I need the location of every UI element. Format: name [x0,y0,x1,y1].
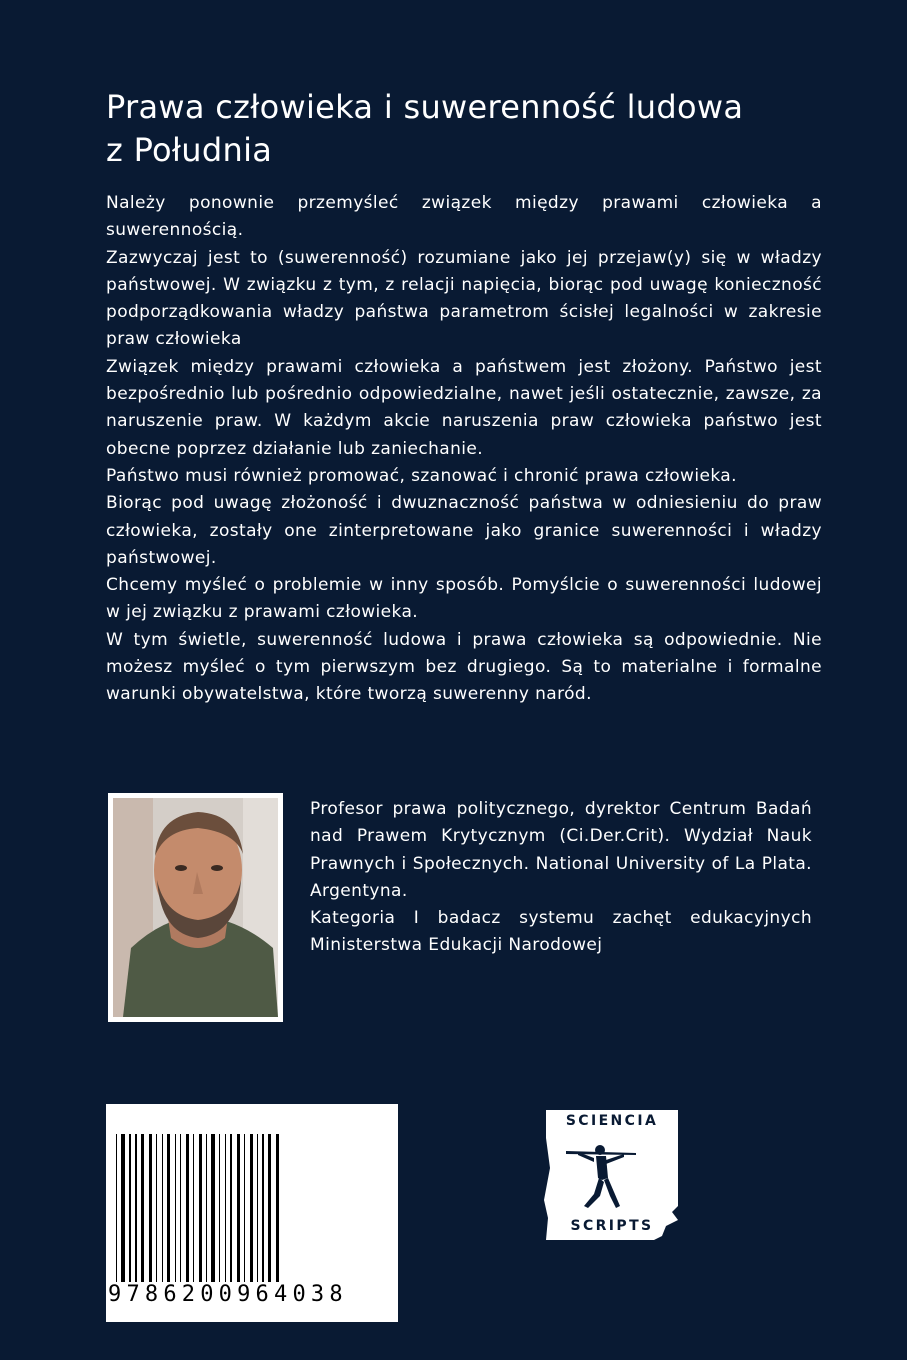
author-bio-paragraph: Kategoria I badacz systemu zachęt edukacyjnych Ministerstwa Edukacji Narodowej [310,908,812,956]
barcode-bar [193,1134,194,1282]
author-bio [310,796,812,960]
book-title-line-1: Prawa człowieka i suwerenność ludowa [106,88,744,126]
barcode-bar [156,1134,157,1282]
isbn-number: 9786200964038 [108,1282,348,1307]
barcode-bar [268,1134,271,1282]
barcode-bar [129,1134,131,1282]
barcode-bar [276,1134,279,1282]
barcode-bar [149,1134,152,1282]
barcode-bar [175,1134,176,1282]
barcode-bar [180,1134,181,1282]
description-paragraph: Chcemy myśleć o problemie w inny sposób. Pomyślcie o suwerenności ludowej w jej związku z prawami człowieka. [106,575,822,623]
barcode-bar [167,1134,170,1282]
barcode-bar [244,1134,245,1282]
description-paragraph: Państwo musi również promować, szanować i chronić prawa człowieka. [106,465,737,486]
book-description [106,190,822,709]
barcode-bar [257,1134,258,1282]
barcode-bar [219,1134,220,1282]
barcode-bar [135,1134,137,1282]
description-paragraph: Biorąc pod uwagę złożoność i dwuznaczność państwa w odniesieniu do praw człowieka, zostały one zinterpretowane jako granice suwerenności i władzy państwowej. [106,493,822,568]
barcode-bar [186,1134,189,1282]
author-photo [113,798,278,1017]
publisher-name-top: SCIENCIA [565,1113,659,1129]
barcode-bar [225,1134,226,1282]
barcode-bar [141,1134,144,1282]
barcode-bars [114,1134,392,1284]
author-photo-frame [108,793,283,1022]
barcode-bar [230,1134,232,1282]
barcode-bar [199,1134,202,1282]
barcode-bar [211,1134,215,1282]
barcode-bar [116,1134,117,1282]
barcode-bar [206,1134,207,1282]
author-portrait-image [113,798,278,1017]
barcode-bar [262,1134,264,1282]
barcode-bar [121,1134,125,1282]
description-paragraph: W tym świetle, suwerenność ludowa i prawa człowieka są odpowiednie. Nie możesz myśleć o tym pierwszym bez drugiego. Są to materialne i formalne warunki obywatelstwa, które tworzą suwerenny naród. [106,629,822,705]
barcode-bar [250,1134,253,1282]
barcode-box [106,1104,398,1322]
author-bio-paragraph: Profesor prawa politycznego, dyrektor Centrum Badań nad Prawem Krytycznym (Ci.Der.Crit). Wydział Nauk Prawnych i Społecznych. National University of La Plata. Argentyna. [310,799,812,901]
description-paragraph: Zazwyczaj jest to (suwerenność) rozumiane jako jej przejaw(y) się w władzy państwowej. W związku z tym, z relacji napięcia, biorąc pod uwagę konieczność podporządkowania władzy państwa parametrom ścisłej legalności w zakresie praw człowieka [106,247,822,350]
barcode-bar [237,1134,240,1282]
publisher-logo [544,1108,680,1240]
book-title [106,86,826,172]
description-paragraph: Należy ponownie przemyśleć związek między prawami człowieka a suwerennością. [106,193,822,241]
book-title-line-2: z Południa [106,131,273,169]
barcode-bar [162,1134,163,1282]
publisher-name-bottom: SCRIPTS [570,1218,654,1234]
description-paragraph: Związek między prawami człowieka a państwem jest złożony. Państwo jest bezpośrednio lub pośrednio odpowiedzialne, nawet jeśli ostatecznie, zawsze, za naruszenie praw. W każdym akcie naruszenia praw człowieka państwo jest obecne poprzez działanie lub zaniechanie. [106,356,822,459]
